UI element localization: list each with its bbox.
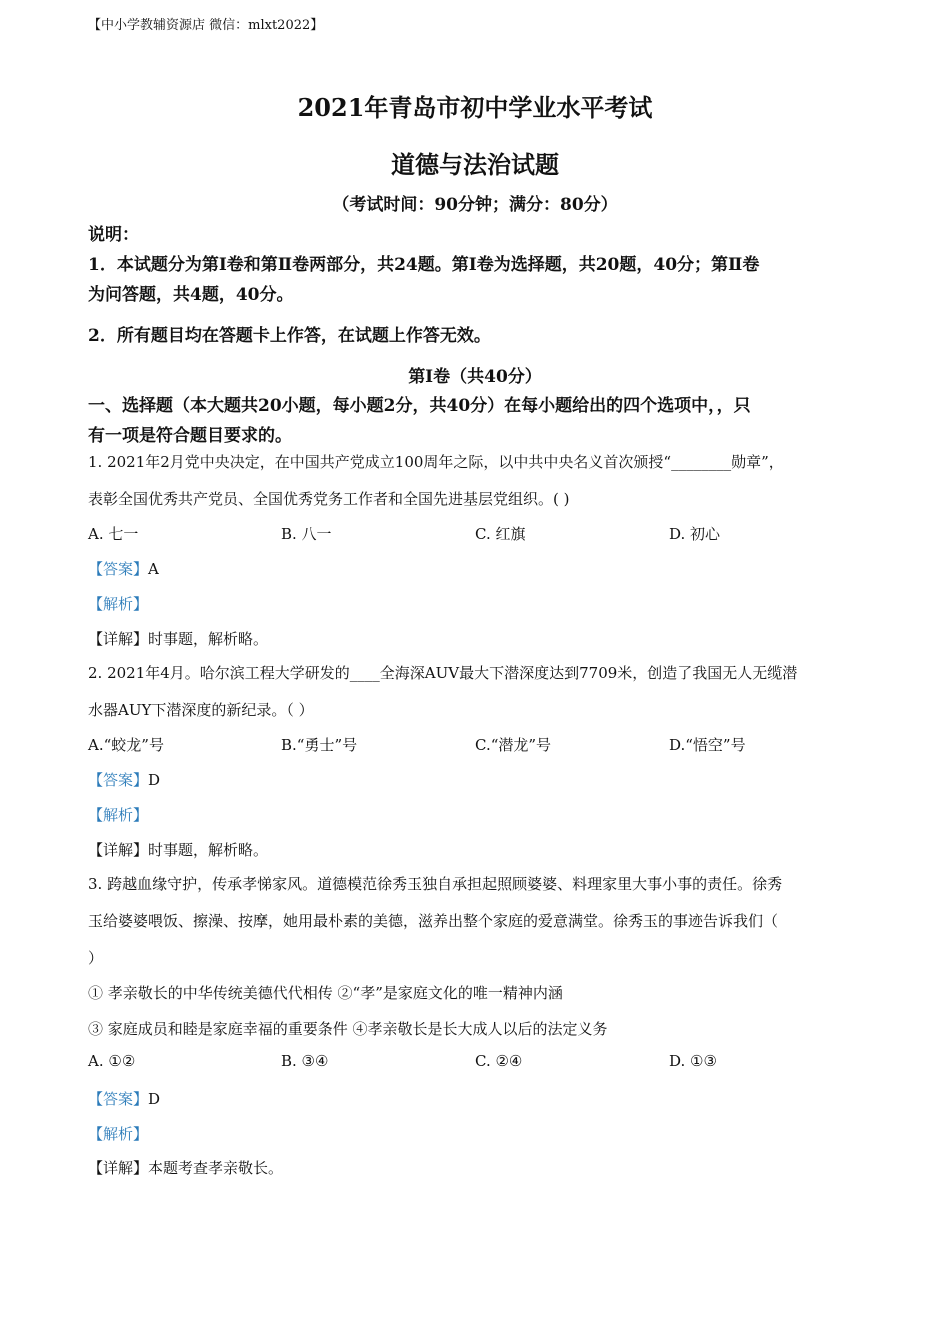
answer-value: D: [148, 1090, 161, 1108]
option-c: C.“潜龙”号: [475, 736, 552, 754]
instruction-item-1-line-1: 1．本试题分为第Ⅰ卷和第Ⅱ卷两部分，共24题。第Ⅰ卷为选择题，共20题，40分；第Ⅱ卷: [88, 255, 760, 275]
option-b: B.“勇士”号: [281, 736, 358, 754]
question-text-line: ）: [88, 949, 104, 967]
answer-label: 【答案】: [88, 771, 149, 789]
section-title: 第I卷（共40分）: [408, 367, 542, 387]
section-heading-line-1: 一、选择题（本大题共20小题，每小题2分，共40分）在每小题给出的四个选项中，，只: [88, 396, 751, 416]
answer-line: [88, 558, 159, 579]
answer-value: A: [148, 560, 159, 578]
question-text-line: 玉给婆婆喂饭、擦澡、按摩，她用最朴素的美德，滋养出整个家庭的爱意满堂。徐秀玉的事迹告诉我们（: [88, 912, 779, 930]
option-a: A. 七一: [88, 525, 139, 543]
answer-value: D: [148, 771, 161, 789]
statement-line-2: ③ 家庭成员和睦是家庭幸福的重要条件 ④孝亲敬长是长大成人以后的法定义务: [88, 1020, 608, 1038]
answer-line: [88, 1088, 160, 1109]
question-text-line: 2. 2021年4月。哈尔滨工程大学研发的____全海深AUV最大下潜深度达到7709米，创造了我国无人无缆潜: [88, 664, 798, 682]
statement-line-1: ① 孝亲敬长的中华传统美德代代相传 ②“孝”是家庭文化的唯一精神内涵: [88, 984, 563, 1002]
analysis-label: 【解析】: [88, 1125, 149, 1143]
answer-label: 【答案】: [88, 1090, 149, 1108]
option-d: D. 初心: [669, 525, 721, 543]
header-note: 【中小学教辅资源店 微信：mlxt2022】: [88, 18, 324, 33]
option-b: B. 八一: [281, 525, 332, 543]
detail-text: 【详解】本题考查孝亲敬长。: [88, 1159, 284, 1177]
instructions-label: 说明：: [88, 225, 139, 245]
exam-subtitle: 道德与法治试题: [391, 150, 559, 179]
option-c: C. 红旗: [475, 525, 526, 543]
instruction-item-1-line-2: 为问答题，共4题，40分。: [88, 285, 294, 305]
question-text-line: 3. 跨越血缘守护，传承孝悌家风。道德模范徐秀玉独自承担起照顾婆婆、料理家里大事小事的责任。徐秀: [88, 875, 783, 893]
section-heading-line-2: 有一项是符合题目要求的。: [88, 426, 292, 446]
option-d: D. ①③: [669, 1052, 717, 1070]
option-a: A. ①②: [88, 1052, 136, 1070]
detail-text: 【详解】时事题，解析略。: [88, 630, 269, 648]
answer-label: 【答案】: [88, 560, 149, 578]
analysis-label: 【解析】: [88, 806, 149, 824]
answer-line: [88, 769, 160, 790]
exam-title: 2021年青岛市初中学业水平考试: [297, 93, 653, 122]
instruction-item-2: 2．所有题目均在答题卡上作答，在试题上作答无效。: [88, 326, 491, 346]
option-c: C. ②④: [475, 1052, 523, 1070]
option-d: D.“悟空”号: [669, 736, 746, 754]
exam-info: （考试时间：90分钟；满分：80分）: [332, 195, 618, 215]
question-text-line: 1. 2021年2月党中央决定，在中国共产党成立100周年之际，以中共中央名义首次颁授“________勋章”，: [88, 453, 784, 471]
analysis-label: 【解析】: [88, 595, 149, 613]
question-text-line: 表彰全国优秀共产党员、全国优秀党务工作者和全国先进基层党组织。( ): [88, 490, 570, 508]
option-b: B. ③④: [281, 1052, 329, 1070]
option-a: A.“蛟龙”号: [88, 736, 164, 754]
detail-text: 【详解】时事题，解析略。: [88, 841, 269, 859]
question-text-line: 水器AUY下潜深度的新纪录。（ ）: [88, 701, 314, 719]
